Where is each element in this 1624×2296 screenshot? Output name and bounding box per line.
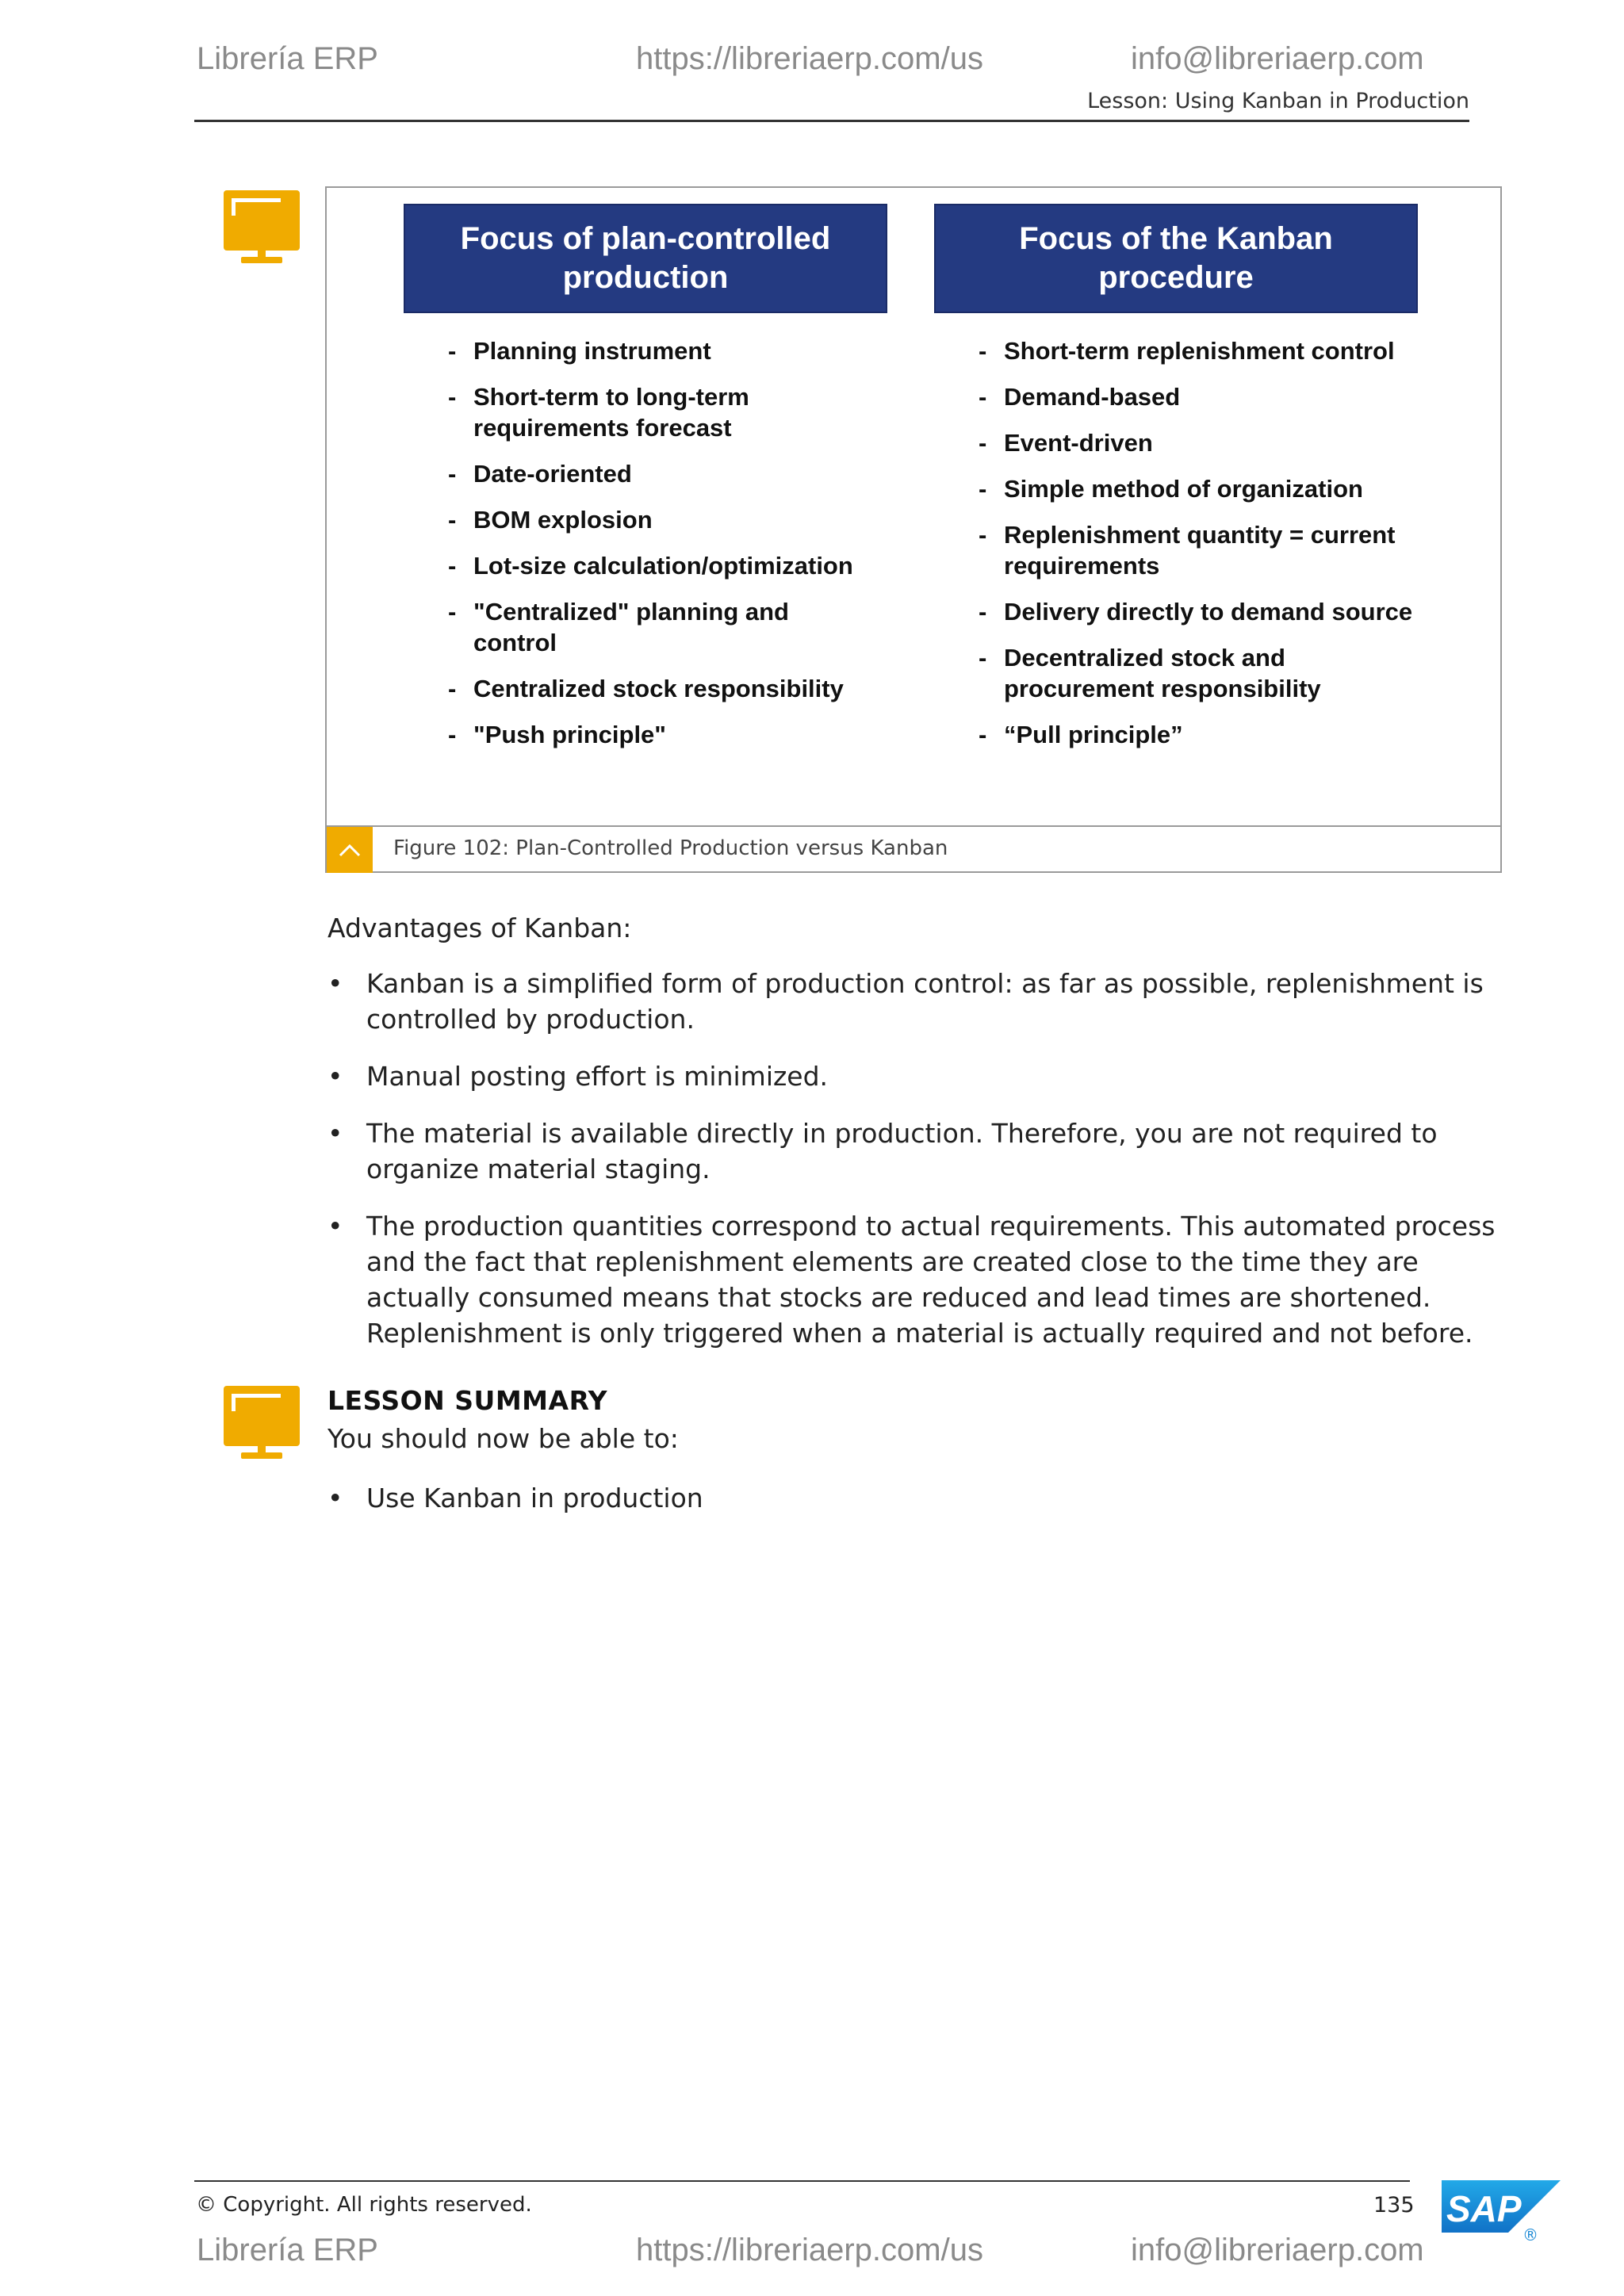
plan-controlled-item — [448, 550, 876, 581]
advantage-item — [327, 966, 1501, 1037]
advantages-intro: Advantages of Kanban: — [327, 913, 632, 943]
figure-left-header: Focus of plan-controlled production — [404, 204, 887, 313]
advantage-item — [327, 1058, 1501, 1094]
figure-right-header: Focus of the Kanban procedure — [934, 204, 1418, 313]
kanban-item-text: Simple method of organization — [1004, 475, 1363, 503]
dash-marker: - — [448, 337, 457, 365]
lesson-reference: Lesson: Using Kanban in Production — [1087, 89, 1469, 113]
kanban-item — [979, 519, 1423, 581]
sap-logo — [1442, 2180, 1561, 2242]
plan-controlled-item — [448, 381, 876, 443]
advantage-item-text: Kanban is a simplified form of production control: as far as possible, replenishment is controlled by production. — [366, 968, 1484, 1035]
kanban-item-text: Short-term replenishment control — [1004, 337, 1395, 365]
plan-controlled-item-text: "Centralized" planning and control — [473, 598, 789, 656]
plan-controlled-item — [448, 596, 876, 658]
dash-marker: - — [979, 383, 987, 411]
kanban-item-text: Event-driven — [1004, 429, 1153, 457]
plan-controlled-item — [448, 504, 876, 535]
header-url[interactable]: https://libreriaerp.com/us — [636, 41, 983, 76]
advantages-list — [327, 966, 1501, 1372]
monitor-icon — [224, 190, 300, 266]
plan-controlled-item — [448, 335, 876, 366]
header-email[interactable]: info@libreriaerp.com — [1131, 41, 1424, 76]
dash-marker: - — [979, 337, 987, 365]
kanban-item — [979, 642, 1423, 704]
bullet-marker: • — [327, 1211, 343, 1242]
bullet-marker: • — [327, 968, 343, 999]
figure-right-list — [979, 335, 1423, 765]
dash-marker: - — [448, 383, 457, 411]
plan-controlled-item — [448, 719, 876, 750]
summary-intro: You should now be able to: — [327, 1423, 679, 1454]
bullet-marker: • — [327, 1061, 343, 1092]
summary-list — [327, 1480, 1501, 1537]
advantage-item — [327, 1115, 1501, 1187]
plan-controlled-item-text: Date-oriented — [473, 460, 632, 488]
plan-controlled-item-text: BOM explosion — [473, 506, 653, 534]
kanban-item-text: Decentralized stock and procurement responsibility — [1004, 644, 1321, 702]
figure-caption-bar — [327, 825, 1500, 871]
copyright: © Copyright. All rights reserved. — [196, 2193, 532, 2217]
collapse-figure-button[interactable] — [327, 827, 373, 873]
footer-email[interactable]: info@libreriaerp.com — [1131, 2233, 1424, 2267]
dash-marker: - — [448, 460, 457, 488]
dash-marker: - — [979, 598, 987, 626]
footer-url[interactable]: https://libreriaerp.com/us — [636, 2233, 983, 2267]
header-rule — [194, 120, 1469, 122]
plan-controlled-item-text: Short-term to long-term requirements forecast — [473, 383, 749, 442]
summary-item — [327, 1480, 1501, 1516]
figure-caption: Figure 102: Plan-Controlled Production versus Kanban — [393, 836, 948, 860]
plan-controlled-item — [448, 673, 876, 704]
monitor-icon — [224, 1386, 300, 1462]
dash-marker: - — [979, 521, 987, 549]
figure-plan-vs-kanban — [325, 186, 1502, 873]
dash-marker: - — [448, 675, 457, 702]
kanban-item — [979, 596, 1423, 627]
bullet-marker: • — [327, 1483, 343, 1513]
footer-rule — [194, 2180, 1410, 2182]
dash-marker: - — [448, 598, 457, 626]
plan-controlled-item-text: "Push principle" — [473, 721, 666, 748]
advantage-item-text: The production quantities correspond to actual requirements. This automated process and the fact that replenishment elements are created close to the time they are actually consumed means that stocks are reduced and lead times are shortened. Replenishment is only triggered when a material is actually required and not before. — [366, 1211, 1496, 1349]
page-number: 135 — [1373, 2193, 1415, 2218]
footer-brand: Librería ERP — [197, 2233, 378, 2267]
advantage-item — [327, 1208, 1501, 1351]
lesson-summary-title: LESSON SUMMARY — [327, 1385, 608, 1416]
plan-controlled-item-text: Centralized stock responsibility — [473, 675, 844, 702]
kanban-item-text: Demand-based — [1004, 383, 1181, 411]
dash-marker: - — [448, 506, 457, 534]
figure-left-list — [448, 335, 876, 765]
kanban-item — [979, 719, 1423, 750]
kanban-item — [979, 381, 1423, 412]
plan-controlled-item-text: Lot-size calculation/optimization — [473, 552, 853, 580]
kanban-item — [979, 335, 1423, 366]
dash-marker: - — [979, 644, 987, 672]
dash-marker: - — [448, 552, 457, 580]
svg-text:SAP: SAP — [1446, 2188, 1522, 2229]
dash-marker: - — [979, 475, 987, 503]
advantage-item-text: Manual posting effort is minimized. — [366, 1061, 829, 1092]
dash-marker: - — [448, 721, 457, 748]
svg-text:®: ® — [1522, 2225, 1538, 2242]
chevron-up-icon — [327, 827, 373, 873]
dash-marker: - — [979, 429, 987, 457]
kanban-item-text: “Pull principle” — [1004, 721, 1183, 748]
kanban-item — [979, 427, 1423, 458]
plan-controlled-item-text: Planning instrument — [473, 337, 711, 365]
header-brand: Librería ERP — [197, 41, 378, 76]
dash-marker: - — [979, 721, 987, 748]
plan-controlled-item — [448, 458, 876, 489]
kanban-item — [979, 473, 1423, 504]
bullet-marker: • — [327, 1118, 343, 1149]
kanban-item-text: Replenishment quantity = current requirements — [1004, 521, 1396, 580]
summary-item-text: Use Kanban in production — [366, 1483, 703, 1513]
advantage-item-text: The material is available directly in production. Therefore, you are not required to organize material staging. — [366, 1118, 1438, 1184]
kanban-item-text: Delivery directly to demand source — [1004, 598, 1413, 626]
